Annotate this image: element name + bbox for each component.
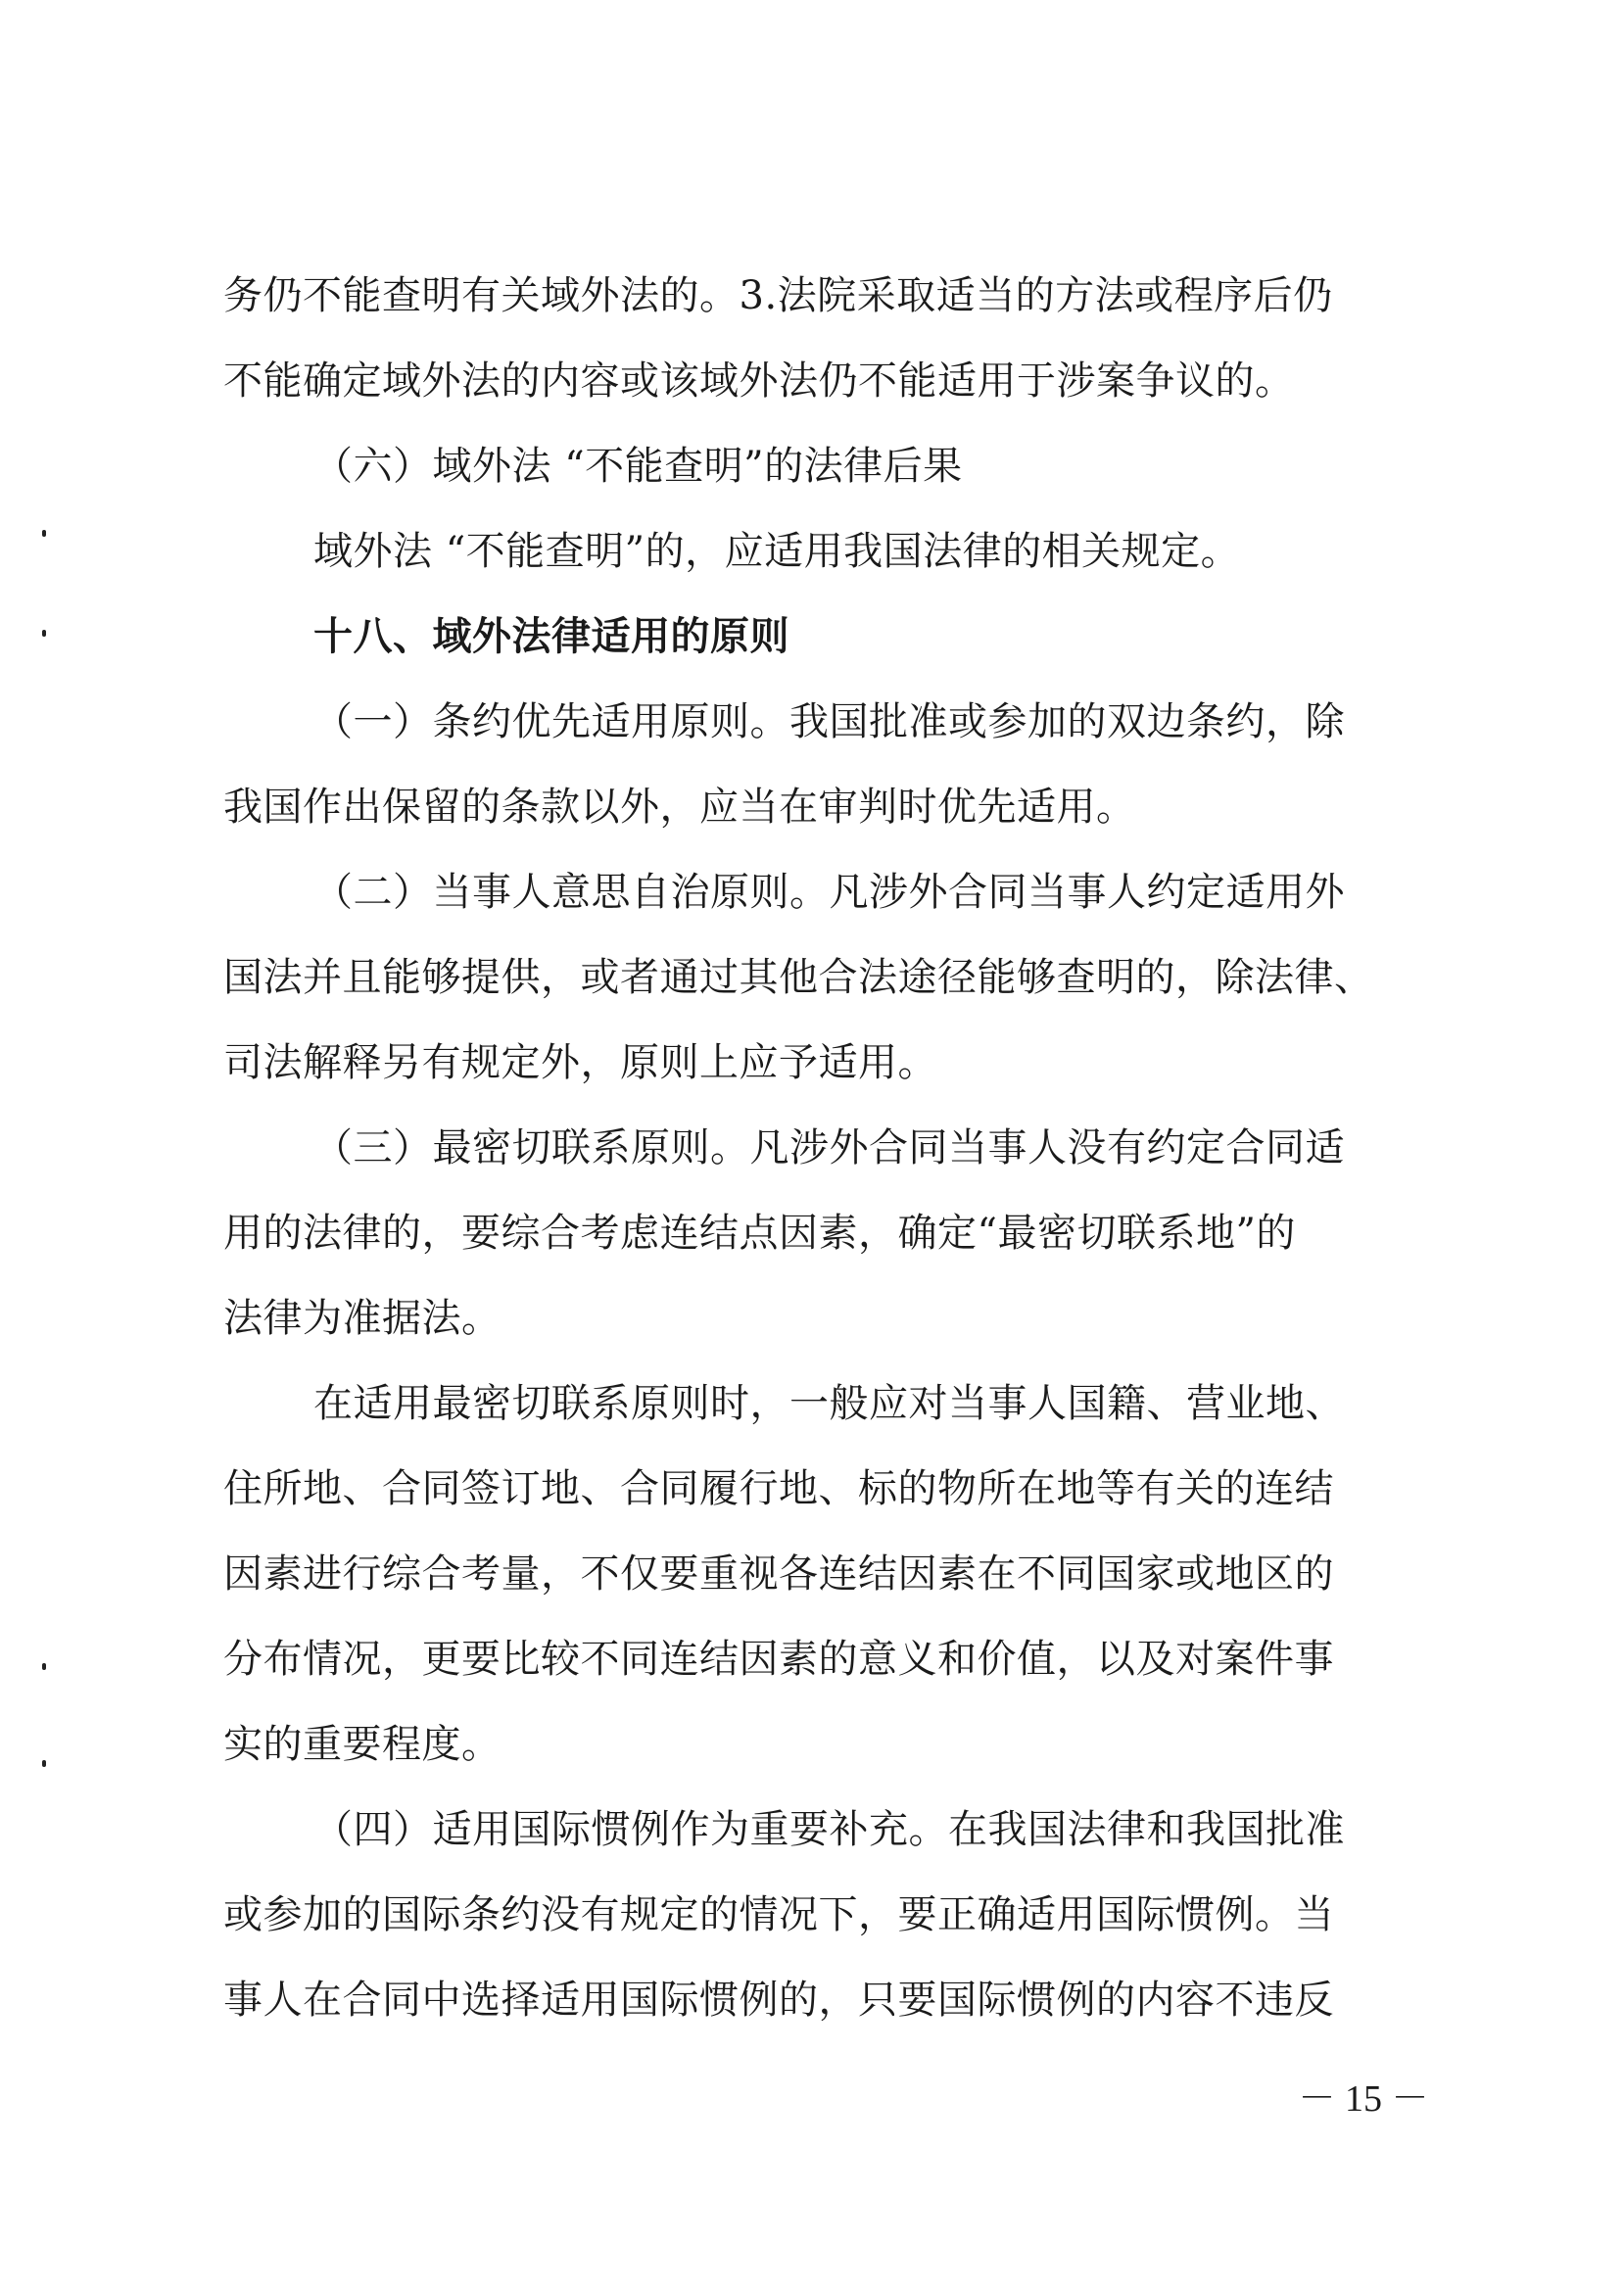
scan-speck [42,530,46,537]
paragraph-line: 国法并且能够提供，或者通过其他合法途径能够查明的，除法律、 [223,955,1374,1000]
paragraph-line: 住所地、合同签订地、合同履行地、标的物所在地等有关的连结 [223,1466,1334,1511]
paragraph-line: （四）适用国际惯例作为重要补充。在我国法律和我国批准 [313,1807,1345,1852]
section-heading: 十八、域外法律适用的原则 [313,614,789,659]
paragraph-line: 因素进行综合考量，不仅要重视各连结因素在不同国家或地区的 [223,1551,1334,1597]
subsection-title: （六）域外法 “不能查明”的法律后果 [313,444,963,489]
paragraph-line: 域外法 “不能查明”的，应适用我国法律的相关规定。 [313,529,1241,574]
paragraph-line: 事人在合同中选择适用国际惯例的，只要国际惯例的内容不违反 [223,1978,1334,2023]
paragraph-line: 司法解释另有规定外，原则上应予适用。 [223,1040,937,1085]
page-number: － 15 － [1298,2078,1429,2120]
document-body [223,273,1423,2066]
paragraph-line: （三）最密切联系原则。凡涉外合同当事人没有约定合同适 [313,1125,1345,1170]
paragraph-line: 法律为准据法。 [223,1296,502,1341]
paragraph-line: 不能确定域外法的内容或该域外法仍不能适用于涉案争议的。 [223,358,1295,404]
scan-speck [42,630,46,637]
paragraph-line: 我国作出保留的条款以外，应当在审判时优先适用。 [223,785,1136,830]
scan-speck [42,1760,46,1767]
paragraph-line: 用的法律的，要综合考虑连结点因素，确定“最密切联系地”的 [223,1211,1296,1256]
paragraph-line: （一）条约优先适用原则。我国批准或参加的双边条约，除 [313,699,1345,744]
paragraph-line: 或参加的国际条约没有规定的情况下，要正确适用国际惯例。当 [223,1892,1334,1937]
paragraph-line: 在适用最密切联系原则时，一般应对当事人国籍、营业地、 [313,1381,1345,1426]
scan-speck [42,1663,46,1670]
paragraph-line: 务仍不能查明有关域外法的。3.法院采取适当的方法或程序后仍 [223,273,1333,318]
paragraph-line: 分布情况，更要比较不同连结因素的意义和价值，以及对案件事 [223,1637,1334,1682]
paragraph-line: 实的重要程度。 [223,1722,502,1767]
paragraph-line: （二）当事人意思自治原则。凡涉外合同当事人约定适用外 [313,870,1345,915]
